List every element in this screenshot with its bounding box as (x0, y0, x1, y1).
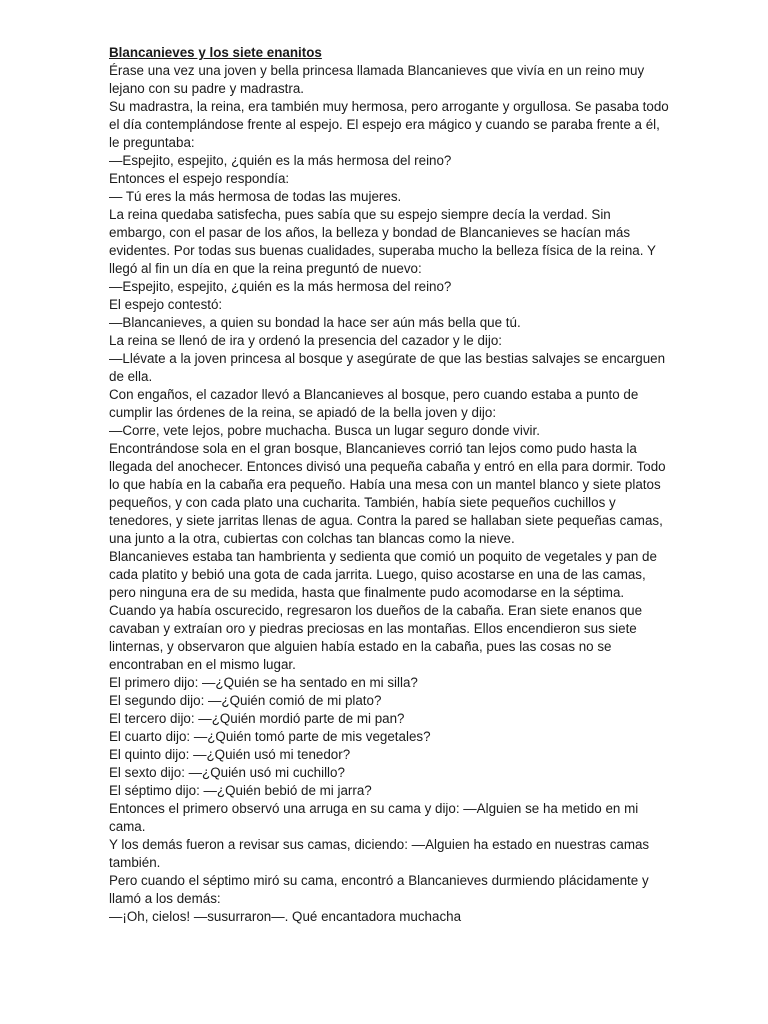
paragraph: Entonces el espejo respondía: (109, 171, 290, 186)
document-title: Blancanieves y los siete enanitos (109, 45, 322, 60)
paragraph: Encontrándose sola en el gran bosque, Blancanieves corrió tan lejos como pudo hasta la llegada del anochecer. Entonces divisó una pequeña cabaña y entró en ella para dormir. Todo lo que había en la cabaña era pequeño. Había una mesa con un mantel blanco y siete platos pequeños, y con cada plato una cucharita. También, había siete pequeños cuchillos y tenedores, y siete jarritas llenas de agua. Contra la pared se hallaban siete pequeñas camas, una junto a la otra, cubiertas con colchas tan blancas como la nieve. (109, 441, 666, 546)
paragraph: Su madrastra, la reina, era también muy hermosa, pero arrogante y orgullosa. Se pasaba todo el día contemplándose frente al espejo. El espejo era mágico y cuando se paraba frente a él, le preguntaba: (109, 99, 669, 150)
paragraph: El sexto dijo: —¿Quién usó mi cuchillo? (109, 765, 345, 780)
paragraph: —Espejito, espejito, ¿quién es la más hermosa del reino? (109, 153, 452, 168)
paragraph: Érase una vez una joven y bella princesa llamada Blancanieves que vivía en un reino muy lejano con su padre y madrastra. (109, 63, 645, 96)
document-page (109, 44, 669, 926)
paragraph: La reina se llenó de ira y ordenó la presencia del cazador y le dijo: (109, 333, 503, 348)
paragraph: El séptimo dijo: —¿Quién bebió de mi jarra? (109, 783, 372, 798)
paragraph: Entonces el primero observó una arruga en su cama y dijo: —Alguien se ha metido en mi cama. (109, 801, 639, 834)
paragraph: La reina quedaba satisfecha, pues sabía que su espejo siempre decía la verdad. Sin embargo, con el pasar de los años, la belleza y bondad de Blancanieves se hacían más evidentes. Por todas sus buenas cualidades, superaba mucho la belleza física de la reina. Y llegó al fin un día en que la reina preguntó de nuevo: (109, 207, 656, 276)
paragraph: Pero cuando el séptimo miró su cama, encontró a Blancanieves durmiendo plácidamente y llamó a los demás: (109, 873, 649, 906)
paragraph: Cuando ya había oscurecido, regresaron los dueños de la cabaña. Eran siete enanos que cavaban y extraían oro y piedras preciosas en las montañas. Ellos encendieron sus siete linternas, y observaron que alguien había estado en la cabaña, pues las cosas no se encontraban en el mismo lugar. (109, 603, 643, 672)
paragraph: Y los demás fueron a revisar sus camas, diciendo: —Alguien ha estado en nuestras camas también. (109, 837, 650, 870)
paragraph: — Tú eres la más hermosa de todas las mujeres. (109, 189, 402, 204)
paragraph: El espejo contestó: (109, 297, 223, 312)
paragraph: Con engaños, el cazador llevó a Blancanieves al bosque, pero cuando estaba a punto de cumplir las órdenes de la reina, se apiadó de la bella joven y dijo: (109, 387, 639, 420)
paragraph: —Espejito, espejito, ¿quién es la más hermosa del reino? (109, 279, 452, 294)
paragraph: —¡Oh, cielos! —susurraron—. Qué encantadora muchacha (109, 909, 462, 924)
paragraph: Blancanieves estaba tan hambrienta y sedienta que comió un poquito de vegetales y pan de cada platito y bebió una gota de cada jarrita. Luego, quiso acostarse en una de las camas, pero ninguna era de su medida, hasta que finalmente pudo acomodarse en la séptima. (109, 549, 657, 600)
paragraph: El tercero dijo: —¿Quién mordió parte de mi pan? (109, 711, 405, 726)
paragraph: El cuarto dijo: —¿Quién tomó parte de mis vegetales? (109, 729, 431, 744)
paragraph: El segundo dijo: —¿Quién comió de mi plato? (109, 693, 382, 708)
paragraph: El primero dijo: —¿Quién se ha sentado en mi silla? (109, 675, 418, 690)
paragraph: —Llévate a la joven princesa al bosque y asegúrate de que las bestias salvajes se encarguen de ella. (109, 351, 666, 384)
paragraph: —Blancanieves, a quien su bondad la hace ser aún más bella que tú. (109, 315, 521, 330)
paragraph: El quinto dijo: —¿Quién usó mi tenedor? (109, 747, 351, 762)
paragraph: —Corre, vete lejos, pobre muchacha. Busca un lugar seguro donde vivir. (109, 423, 540, 438)
